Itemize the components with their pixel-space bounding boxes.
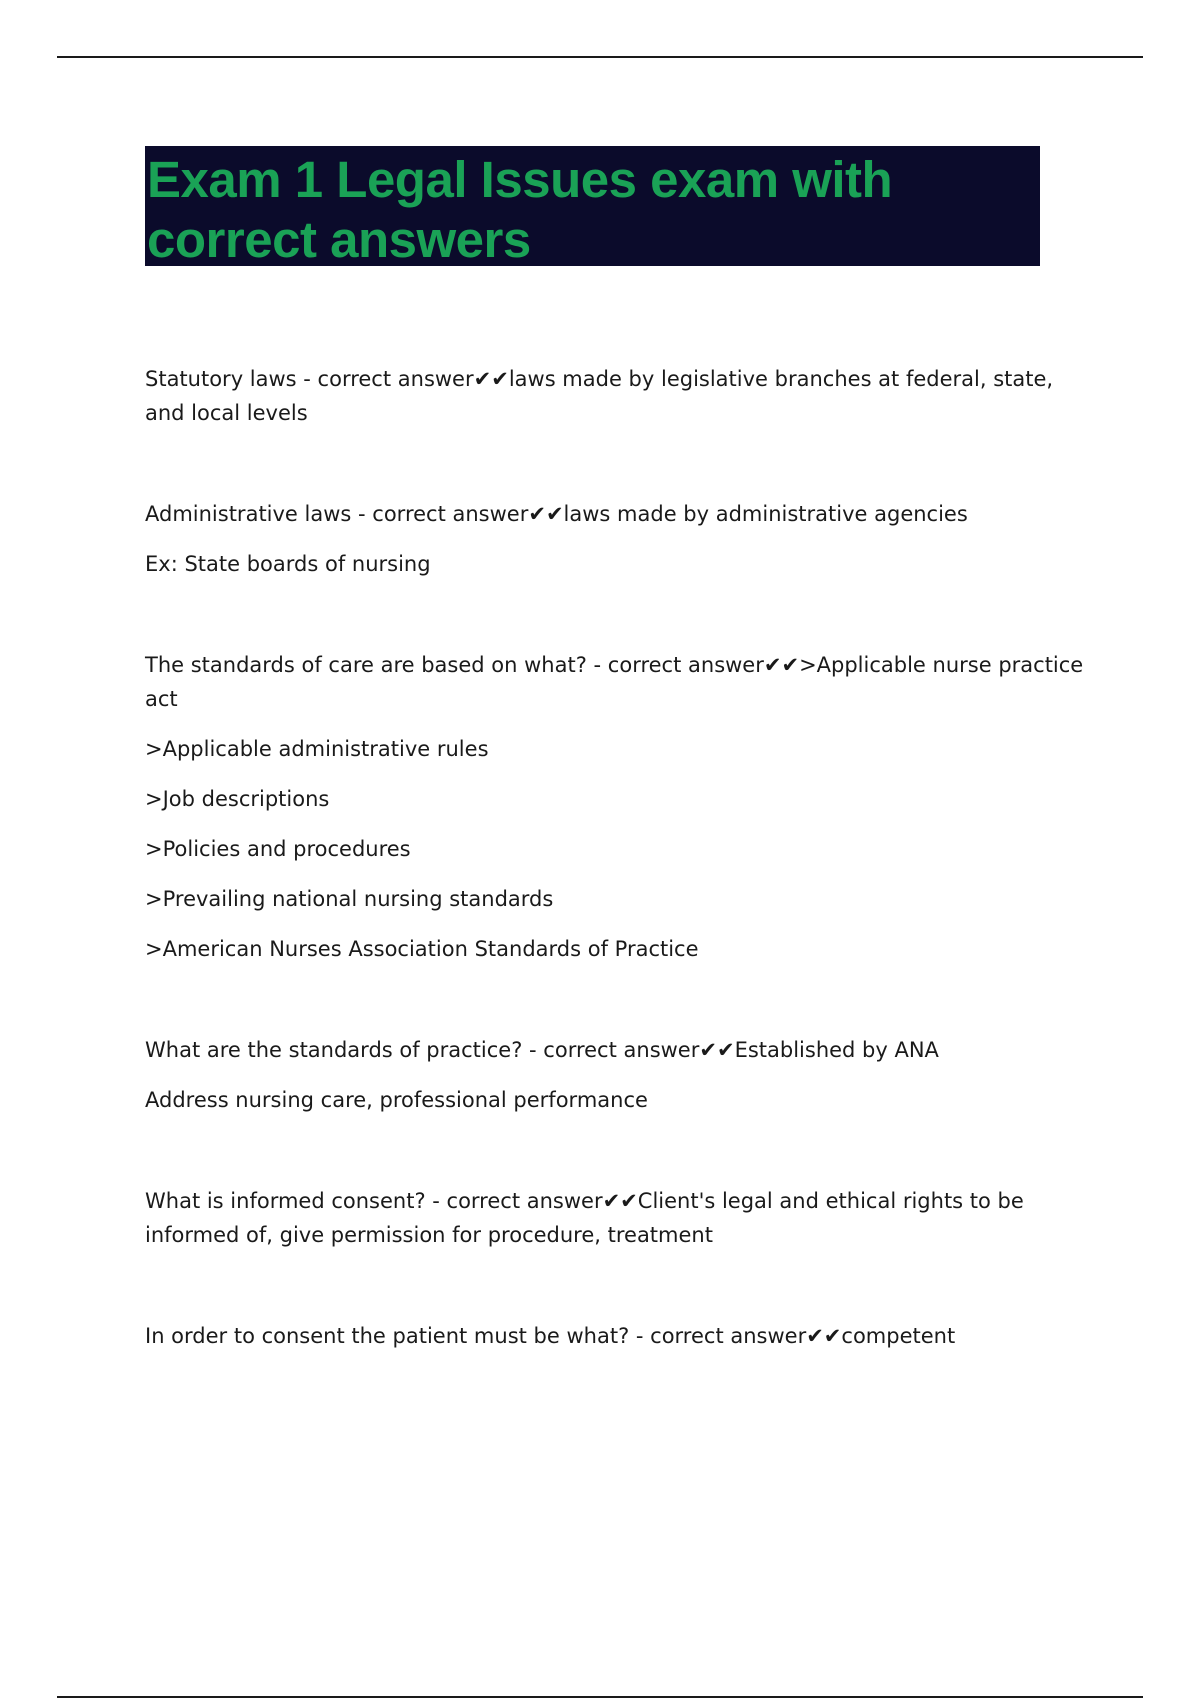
answer-line: >Prevailing national nursing standards — [145, 887, 554, 911]
answer-line: Address nursing care, professional performance — [145, 1088, 648, 1112]
check-marks-icon: ✔✔ — [763, 653, 800, 677]
answer-separator: - correct answer — [586, 653, 764, 677]
answer-line: >Policies and procedures — [145, 837, 411, 861]
qa-item — [145, 648, 1085, 966]
answer-text: laws made by legislative branches at federal, state, and local levels — [145, 367, 1054, 425]
check-marks-icon: ✔✔ — [473, 367, 509, 391]
qa-line — [145, 1319, 1085, 1353]
qa-item — [145, 497, 1085, 581]
check-marks-icon: ✔✔ — [806, 1324, 842, 1348]
question-text: Administrative laws — [145, 502, 352, 526]
answer-separator: - correct answer — [351, 502, 529, 526]
answer-text: competent — [841, 1324, 956, 1348]
answer-text: laws made by administrative agencies — [563, 502, 968, 526]
qa-list — [145, 362, 1085, 1420]
qa-line — [145, 648, 1085, 716]
answer-separator: - correct answer — [296, 367, 474, 391]
qa-line — [145, 362, 1085, 430]
qa-item — [145, 362, 1085, 430]
qa-item — [145, 1319, 1085, 1353]
bottom-rule — [57, 1696, 1143, 1698]
qa-item — [145, 1033, 1085, 1117]
answer-line: >Job descriptions — [145, 787, 330, 811]
document-title: Exam 1 Legal Issues exam with correct answers — [147, 151, 893, 268]
question-text: The standards of care are based on what? — [145, 653, 587, 677]
title-banner — [145, 146, 1040, 266]
question-text: What are the standards of practice? — [145, 1038, 523, 1062]
qa-line — [145, 1184, 1085, 1252]
answer-line: >Applicable administrative rules — [145, 737, 489, 761]
qa-line — [145, 497, 1085, 531]
qa-line — [145, 1033, 1085, 1067]
check-marks-icon: ✔✔ — [602, 1189, 638, 1213]
question-text: Statutory laws — [145, 367, 297, 391]
answer-separator: - correct answer — [629, 1324, 807, 1348]
answer-text: Client's legal and ethical rights to be informed of, give permission for procedure, treatment — [145, 1189, 1024, 1247]
check-marks-icon: ✔✔ — [699, 1038, 735, 1062]
question-text: What is informed consent? — [145, 1189, 426, 1213]
question-text: In order to consent the patient must be what? — [145, 1324, 630, 1348]
answer-separator: - correct answer — [522, 1038, 700, 1062]
answer-text: >Applicable nurse practice act — [145, 653, 1084, 711]
answer-line: Ex: State boards of nursing — [145, 552, 431, 576]
answer-text: Established by ANA — [734, 1038, 939, 1062]
check-marks-icon: ✔✔ — [528, 502, 564, 526]
qa-item — [145, 1184, 1085, 1252]
answer-line: >American Nurses Association Standards of Practice — [145, 937, 699, 961]
answer-separator: - correct answer — [425, 1189, 603, 1213]
top-rule — [57, 56, 1143, 58]
